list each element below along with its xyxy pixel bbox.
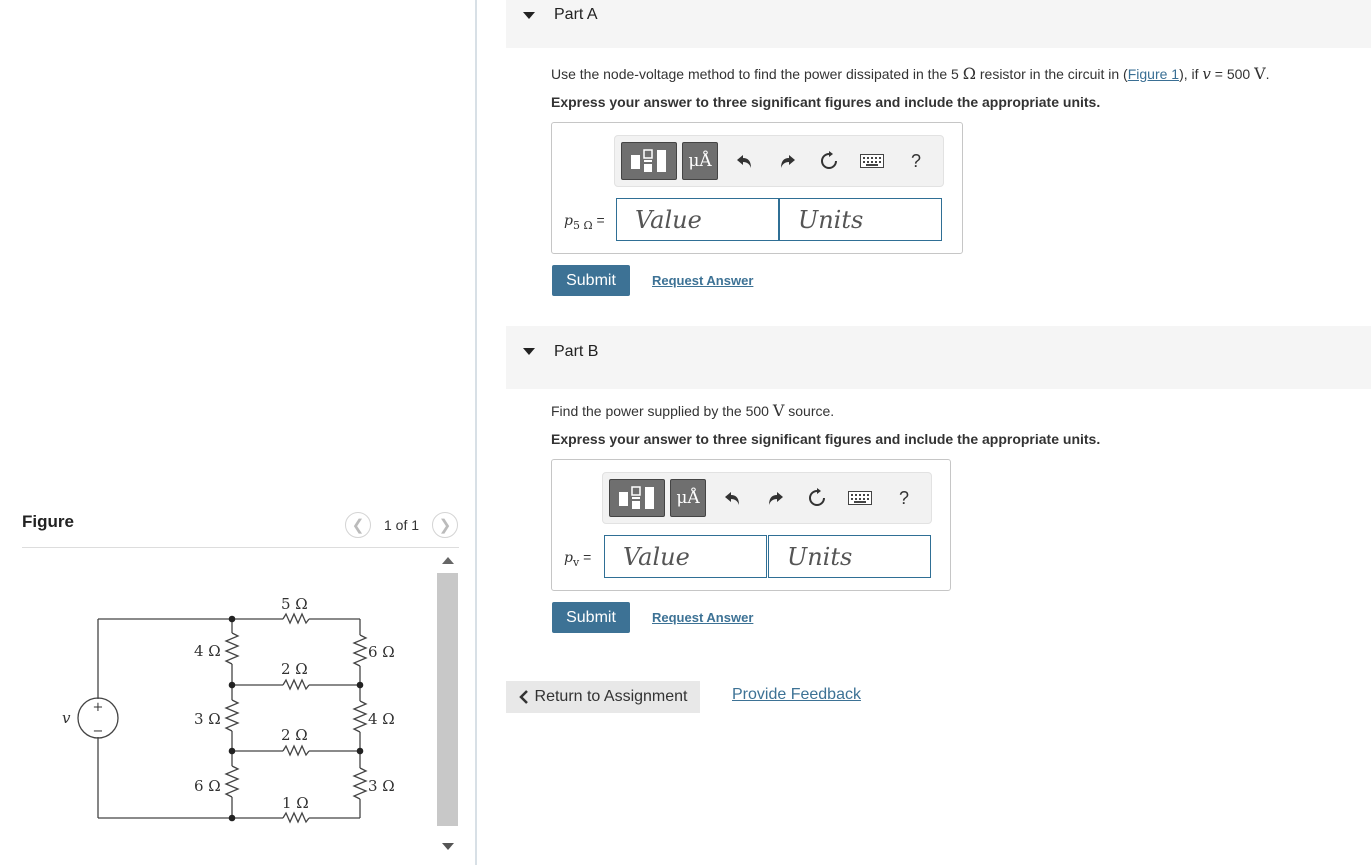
figure-link[interactable]: Figure 1: [1127, 66, 1180, 82]
label-resistor-top: 5 Ω: [281, 595, 308, 613]
source-plus: +: [92, 700, 104, 715]
resistor-left-middle: [226, 700, 238, 731]
resistor-right-upper: [354, 635, 366, 666]
chevron-left-icon: [519, 690, 529, 704]
redo-icon: [765, 488, 785, 508]
part-b-instruction: Express your answer to three significant figures and include the appropriate units.: [551, 431, 1101, 447]
units-icon: μÅ: [676, 488, 700, 508]
keyboard-button[interactable]: [857, 142, 887, 180]
units-button[interactable]: [682, 142, 718, 180]
help-button[interactable]: [893, 479, 915, 517]
undo-icon: [723, 488, 743, 508]
reset-icon: [819, 151, 839, 171]
redo-button[interactable]: [761, 479, 789, 517]
label-resistor-bottom: 1 Ω: [282, 794, 309, 812]
label-resistor-right-lower: 3 Ω: [368, 777, 395, 795]
part-b-submit-button[interactable]: Submit: [552, 602, 630, 633]
part-b-answer-label: $p_v$ =: [564, 549, 592, 569]
source-minus: −: [92, 724, 104, 739]
label-resistor-middle-lower: 2 Ω: [281, 726, 308, 744]
undo-icon: [735, 151, 755, 171]
resistor-bottom: [283, 813, 309, 822]
part-a-answer-label: $p_{5 \Omega}$ =: [564, 212, 605, 232]
label-resistor-right-middle: 4 Ω: [368, 710, 395, 728]
keyboard-button[interactable]: [845, 479, 875, 517]
help-icon: ?: [910, 150, 921, 171]
part-a-value-input[interactable]: [616, 198, 779, 241]
circuit-diagram: [50, 585, 420, 835]
scrollbar-thumb[interactable]: [437, 573, 458, 826]
templates-button[interactable]: [621, 142, 677, 180]
figure-title: Figure: [22, 512, 74, 531]
figure-counter: 1 of 1: [384, 517, 420, 533]
provide-feedback-link[interactable]: Provide Feedback: [732, 686, 861, 703]
help-button[interactable]: [905, 142, 927, 180]
part-a-submit-button[interactable]: Submit: [552, 265, 630, 296]
resistor-left-upper: [226, 633, 238, 664]
caret-down-icon: [523, 348, 535, 355]
reset-button[interactable]: [815, 142, 843, 180]
label-resistor-left-middle: 3 Ω: [194, 710, 221, 728]
scroll-down-arrow-icon[interactable]: [442, 843, 454, 850]
figure-prev-button[interactable]: [345, 512, 371, 538]
resistor-left-lower: [226, 766, 238, 797]
label-resistor-middle-upper: 2 Ω: [281, 660, 308, 678]
panel-divider: [475, 0, 477, 865]
source-label: v: [62, 709, 71, 727]
undo-button[interactable]: [731, 142, 759, 180]
part-b-header[interactable]: [506, 326, 1371, 389]
part-a-question: Use the node-voltage method to find the power dissipated in the 5 Ω resistor in the circuit in (Figure 1), if v = 500 V.: [551, 64, 1270, 83]
reset-icon: [807, 488, 827, 508]
label-resistor-left-lower: 6 Ω: [194, 777, 221, 795]
resistor-middle-upper: [283, 680, 309, 689]
return-to-assignment-button[interactable]: Return to Assignment: [506, 681, 700, 713]
undo-button[interactable]: [719, 479, 747, 517]
label-resistor-left-upper: 4 Ω: [194, 642, 221, 660]
figure-next-button[interactable]: [432, 512, 458, 538]
redo-button[interactable]: [773, 142, 801, 180]
units-button[interactable]: [670, 479, 706, 517]
resistor-top: [283, 614, 309, 623]
keyboard-icon: [860, 154, 884, 168]
units-icon: μÅ: [688, 151, 712, 171]
part-a-request-answer-link[interactable]: Request Answer: [652, 273, 754, 288]
templates-icon: [629, 147, 669, 175]
templates-button[interactable]: [609, 479, 665, 517]
keyboard-icon: [848, 491, 872, 505]
part-b-toolbar: [602, 472, 932, 524]
templates-icon: [617, 484, 657, 512]
part-b-units-input[interactable]: [768, 535, 931, 578]
figure-divider: [22, 547, 459, 548]
part-a-answer-box: [551, 122, 963, 254]
caret-down-icon: [523, 12, 535, 19]
part-a-instruction: Express your answer to three significant figures and include the appropriate units.: [551, 94, 1101, 110]
chevron-left-icon: ❮: [351, 517, 365, 534]
label-resistor-right-upper: 6 Ω: [368, 643, 395, 661]
figure-scrollbar[interactable]: [437, 550, 459, 860]
part-a-units-input[interactable]: [779, 198, 942, 241]
part-a-label: Part A: [554, 6, 598, 23]
part-b-answer-box: [551, 459, 951, 591]
reset-button[interactable]: [803, 479, 831, 517]
figure-panel: [0, 0, 476, 865]
scroll-up-arrow-icon[interactable]: [442, 557, 454, 564]
help-icon: ?: [898, 487, 909, 508]
redo-icon: [777, 151, 797, 171]
part-a-header[interactable]: [506, 0, 1371, 48]
resistor-right-middle: [354, 701, 366, 732]
part-b-value-input[interactable]: [604, 535, 767, 578]
resistor-right-lower: [354, 768, 366, 799]
resistor-middle-lower: [283, 746, 309, 755]
part-b-question: Find the power supplied by the 500 V source.: [551, 401, 835, 420]
part-b-label: Part B: [554, 343, 599, 360]
part-b-request-answer-link[interactable]: Request Answer: [652, 610, 754, 625]
part-a-toolbar: [614, 135, 944, 187]
chevron-right-icon: ❯: [438, 517, 452, 534]
